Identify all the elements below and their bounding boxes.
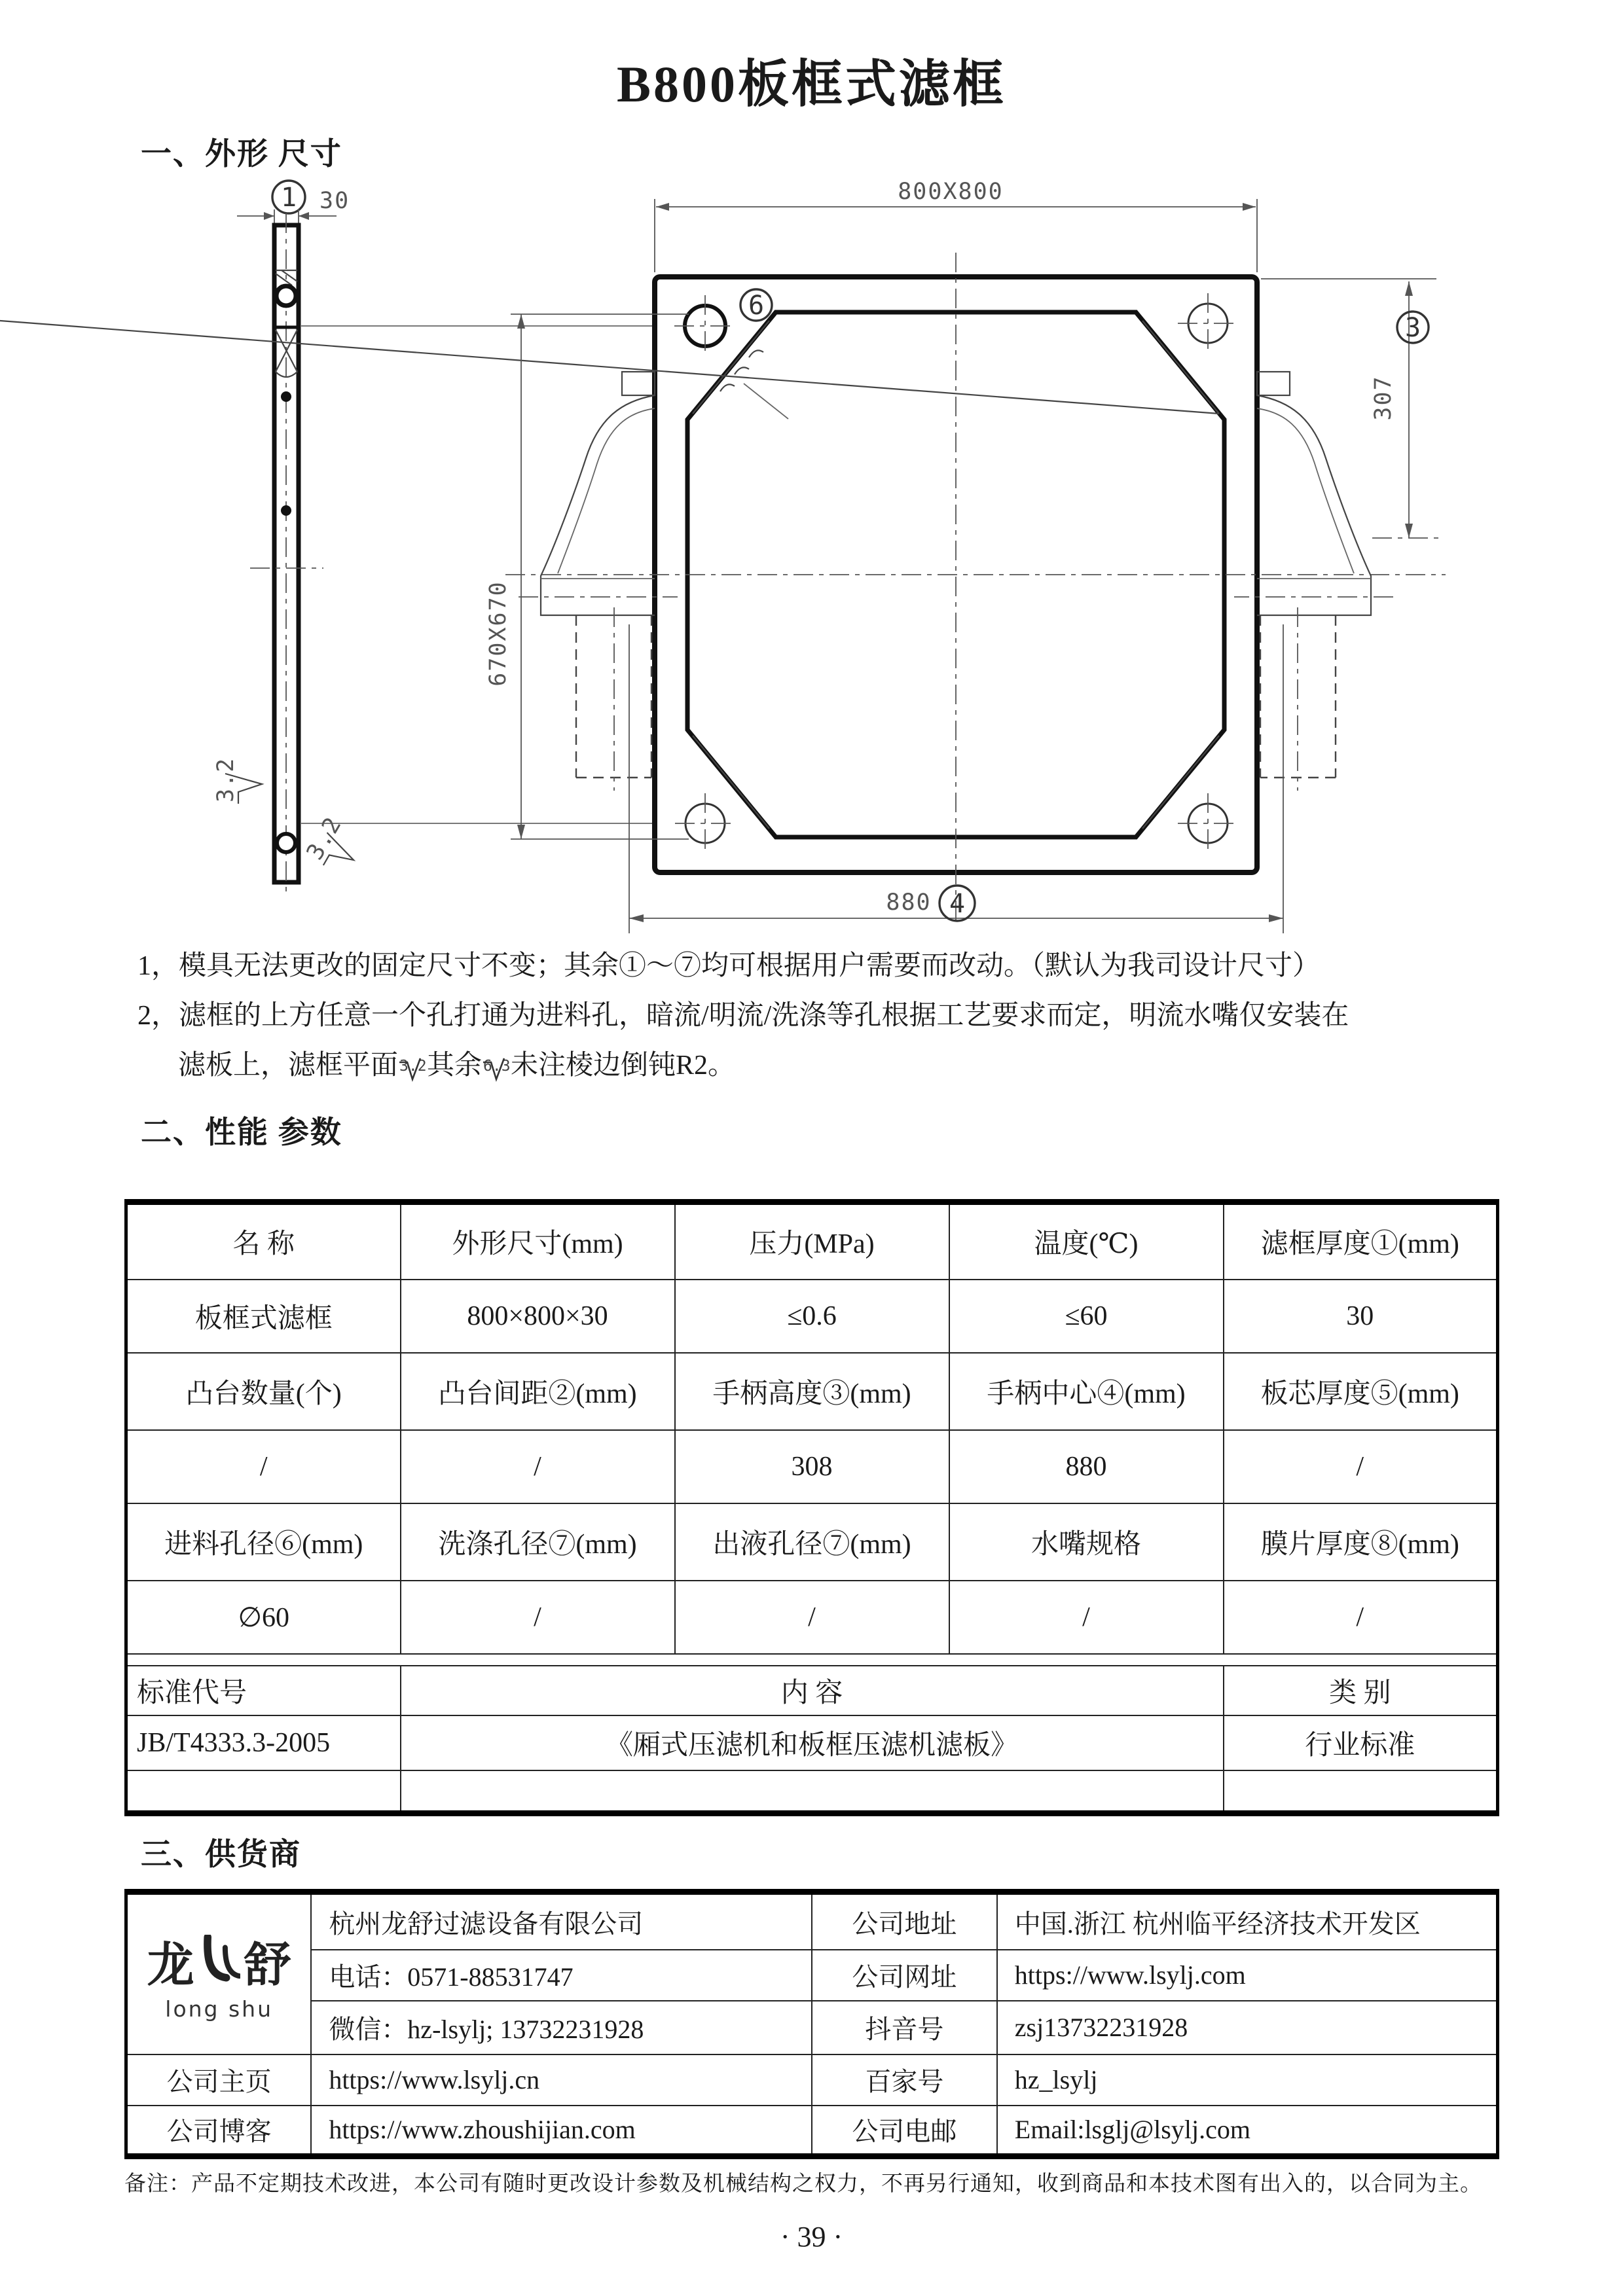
table-empty-row bbox=[126, 1770, 1498, 1814]
field-label: 公司电邮 bbox=[812, 2106, 997, 2157]
side-view bbox=[213, 181, 367, 893]
perf-header-cell: 进料孔径⑥(mm) bbox=[126, 1503, 401, 1581]
roughness-mark-left bbox=[213, 757, 262, 804]
company-email: Email:lsglj@lsylj.com bbox=[997, 2106, 1498, 2157]
company-phone: 电话：0571-88531747 bbox=[311, 1950, 812, 2001]
table-row bbox=[126, 1892, 1498, 1950]
perf-header-cell: 水嘴规格 bbox=[949, 1503, 1224, 1581]
std-header-cell: 类 别 bbox=[1224, 1666, 1498, 1715]
roughness-symbol-3-2: 3.2 bbox=[398, 1045, 427, 1083]
perf-header-cell: 洗涤孔径⑦(mm) bbox=[401, 1503, 675, 1581]
table-row bbox=[126, 1430, 1498, 1503]
section-heading-performance: 二、性能 参数 bbox=[141, 1116, 342, 1150]
perf-value-cell: 880 bbox=[949, 1430, 1224, 1503]
perf-value-cell: ≤0.6 bbox=[675, 1280, 949, 1353]
svg-text:3.2: 3.2 bbox=[302, 812, 348, 865]
company-douyin: zsj13732231928 bbox=[997, 2001, 1498, 2054]
perf-header-cell: 手柄中心④(mm) bbox=[949, 1353, 1224, 1430]
table-row bbox=[126, 1503, 1498, 1581]
perf-header-cell: 出液孔径⑦(mm) bbox=[675, 1503, 949, 1581]
perf-header-cell: 名 称 bbox=[126, 1202, 401, 1280]
perf-value-cell: 800×800×30 bbox=[401, 1280, 675, 1353]
table-row bbox=[126, 1280, 1498, 1353]
std-code-cell: JB/T4333.3-2005 bbox=[126, 1715, 401, 1770]
std-category-cell: 行业标准 bbox=[1224, 1715, 1498, 1770]
company-name: 杭州龙舒过滤设备有限公司 bbox=[311, 1892, 812, 1950]
perf-header-cell: 温度(℃) bbox=[949, 1202, 1224, 1280]
field-label: 百家号 bbox=[812, 2054, 997, 2106]
perf-value-cell: 板框式滤框 bbox=[126, 1280, 401, 1353]
page-title: B800板框式滤框 bbox=[616, 56, 1007, 113]
front-view bbox=[0, 179, 1446, 933]
logo-mark-icon bbox=[198, 1935, 240, 1987]
table-row bbox=[126, 1666, 1498, 1715]
performance-table bbox=[124, 1199, 1499, 1816]
callout-3: 3 bbox=[1404, 313, 1421, 343]
table-row bbox=[126, 1581, 1498, 1654]
company-baijia: hz_lsylj bbox=[997, 2054, 1498, 2106]
perf-value-cell: ∅60 bbox=[126, 1581, 401, 1654]
table-row bbox=[126, 1202, 1498, 1280]
logo-char-long: 龙 bbox=[147, 1939, 194, 1992]
table-row bbox=[126, 1353, 1498, 1430]
center-dot bbox=[281, 505, 291, 516]
section-heading-supplier: 三、供货商 bbox=[141, 1838, 301, 1872]
field-label: 公司网址 bbox=[812, 1950, 997, 2001]
supplier-table bbox=[124, 1889, 1499, 2159]
company-website: https://www.lsylj.com bbox=[997, 1950, 1498, 2001]
callout-1: 1 bbox=[280, 183, 297, 213]
hole-section-bottom bbox=[277, 834, 295, 852]
note-line-3: 滤板上，滤框平面 3.2 其余 6.3 未注棱边倒钝R2。 bbox=[137, 1041, 1525, 1090]
std-header-cell: 标准代号 bbox=[126, 1666, 401, 1715]
dim-800x800: 800X800 bbox=[898, 179, 1004, 205]
hole-section-top bbox=[276, 286, 296, 306]
perf-header-cell: 滤框厚度①(mm) bbox=[1224, 1202, 1498, 1280]
perf-header-cell: 膜片厚度⑧(mm) bbox=[1224, 1503, 1498, 1581]
perf-value-cell: 308 bbox=[675, 1430, 949, 1503]
note-line-2: 2，滤框的上方任意一个孔打通为进料孔，暗流/明流/洗涤等孔根据工艺要求而定，明流水嘴仅安装在 bbox=[137, 1001, 1349, 1031]
logo-english: long shu bbox=[165, 1996, 274, 2022]
field-label: 公司主页 bbox=[126, 2054, 312, 2106]
svg-text:3.2: 3.2 bbox=[213, 757, 239, 802]
roughness-mark-right bbox=[301, 812, 367, 877]
dim-307: 307 bbox=[1370, 375, 1396, 421]
section-heading-dimensions: 一、外形 尺寸 bbox=[141, 137, 342, 171]
perf-value-cell: / bbox=[401, 1430, 675, 1503]
std-header-cell: 内 容 bbox=[401, 1666, 1224, 1715]
perf-header-cell: 凸台间距②(mm) bbox=[401, 1353, 675, 1430]
perf-value-cell: / bbox=[1224, 1581, 1498, 1654]
technical-drawing bbox=[0, 175, 1623, 941]
perf-value-cell: ≤60 bbox=[949, 1280, 1224, 1353]
table-spacer-row bbox=[126, 1654, 1498, 1666]
perf-value-cell: 30 bbox=[1224, 1280, 1498, 1353]
dim-30: 30 bbox=[319, 188, 350, 214]
table-row bbox=[126, 2054, 1498, 2106]
perf-header-cell: 外形尺寸(mm) bbox=[401, 1202, 675, 1280]
company-blog: https://www.zhoushijian.com bbox=[311, 2106, 812, 2157]
field-label: 公司博客 bbox=[126, 2106, 312, 2157]
perf-header-cell: 凸台数量(个) bbox=[126, 1353, 401, 1430]
perf-value-cell: / bbox=[675, 1581, 949, 1654]
perf-header-cell: 板芯厚度⑤(mm) bbox=[1224, 1353, 1498, 1430]
perf-header-cell: 压力(MPa) bbox=[675, 1202, 949, 1280]
std-content-cell: 《厢式压滤机和板框压滤机滤板》 bbox=[401, 1715, 1224, 1770]
table-row bbox=[126, 1950, 1498, 2001]
company-address: 中国.浙江 杭州临平经济技术开发区 bbox=[997, 1892, 1498, 1950]
table-row bbox=[126, 2106, 1498, 2157]
callout-4: 4 bbox=[949, 889, 966, 919]
table-row bbox=[126, 1715, 1498, 1770]
perf-header-cell: 手柄高度③(mm) bbox=[675, 1353, 949, 1430]
note-line-1: 1，模具无法更改的固定尺寸不变；其余①～⑦均可根据用户需要而改动。（默认为我司设计尺寸） bbox=[137, 951, 1321, 981]
company-wechat: 微信：hz-lsylj; 13732231928 bbox=[311, 2001, 812, 2054]
perf-value-cell: / bbox=[949, 1581, 1224, 1654]
logo-char-shu: 舒 bbox=[244, 1939, 291, 1992]
roughness-symbol-6-3: 6.3 bbox=[482, 1045, 511, 1083]
company-homepage: https://www.lsylj.cn bbox=[311, 2054, 812, 2106]
perf-value-cell: / bbox=[401, 1581, 675, 1654]
field-label: 公司地址 bbox=[812, 1892, 997, 1950]
table-row bbox=[126, 2001, 1498, 2054]
drawing-notes bbox=[137, 941, 1525, 1090]
callout-6: 6 bbox=[748, 291, 765, 321]
company-logo bbox=[126, 1892, 312, 2054]
page-number: · 39 · bbox=[780, 2221, 843, 2253]
center-dot bbox=[281, 391, 291, 402]
perf-value-cell: / bbox=[1224, 1430, 1498, 1503]
field-label: 抖音号 bbox=[812, 2001, 997, 2054]
footer-note: 备注：产品不定期技术改进，本公司有随时更改设计参数及机械结构之权力，不再另行通知，收到商品和本技术图有出入的，以合同为主。 bbox=[124, 2172, 1482, 2196]
dim-880: 880 bbox=[886, 889, 932, 916]
dim-670x670: 670X670 bbox=[485, 581, 511, 687]
perf-value-cell: / bbox=[126, 1430, 401, 1503]
